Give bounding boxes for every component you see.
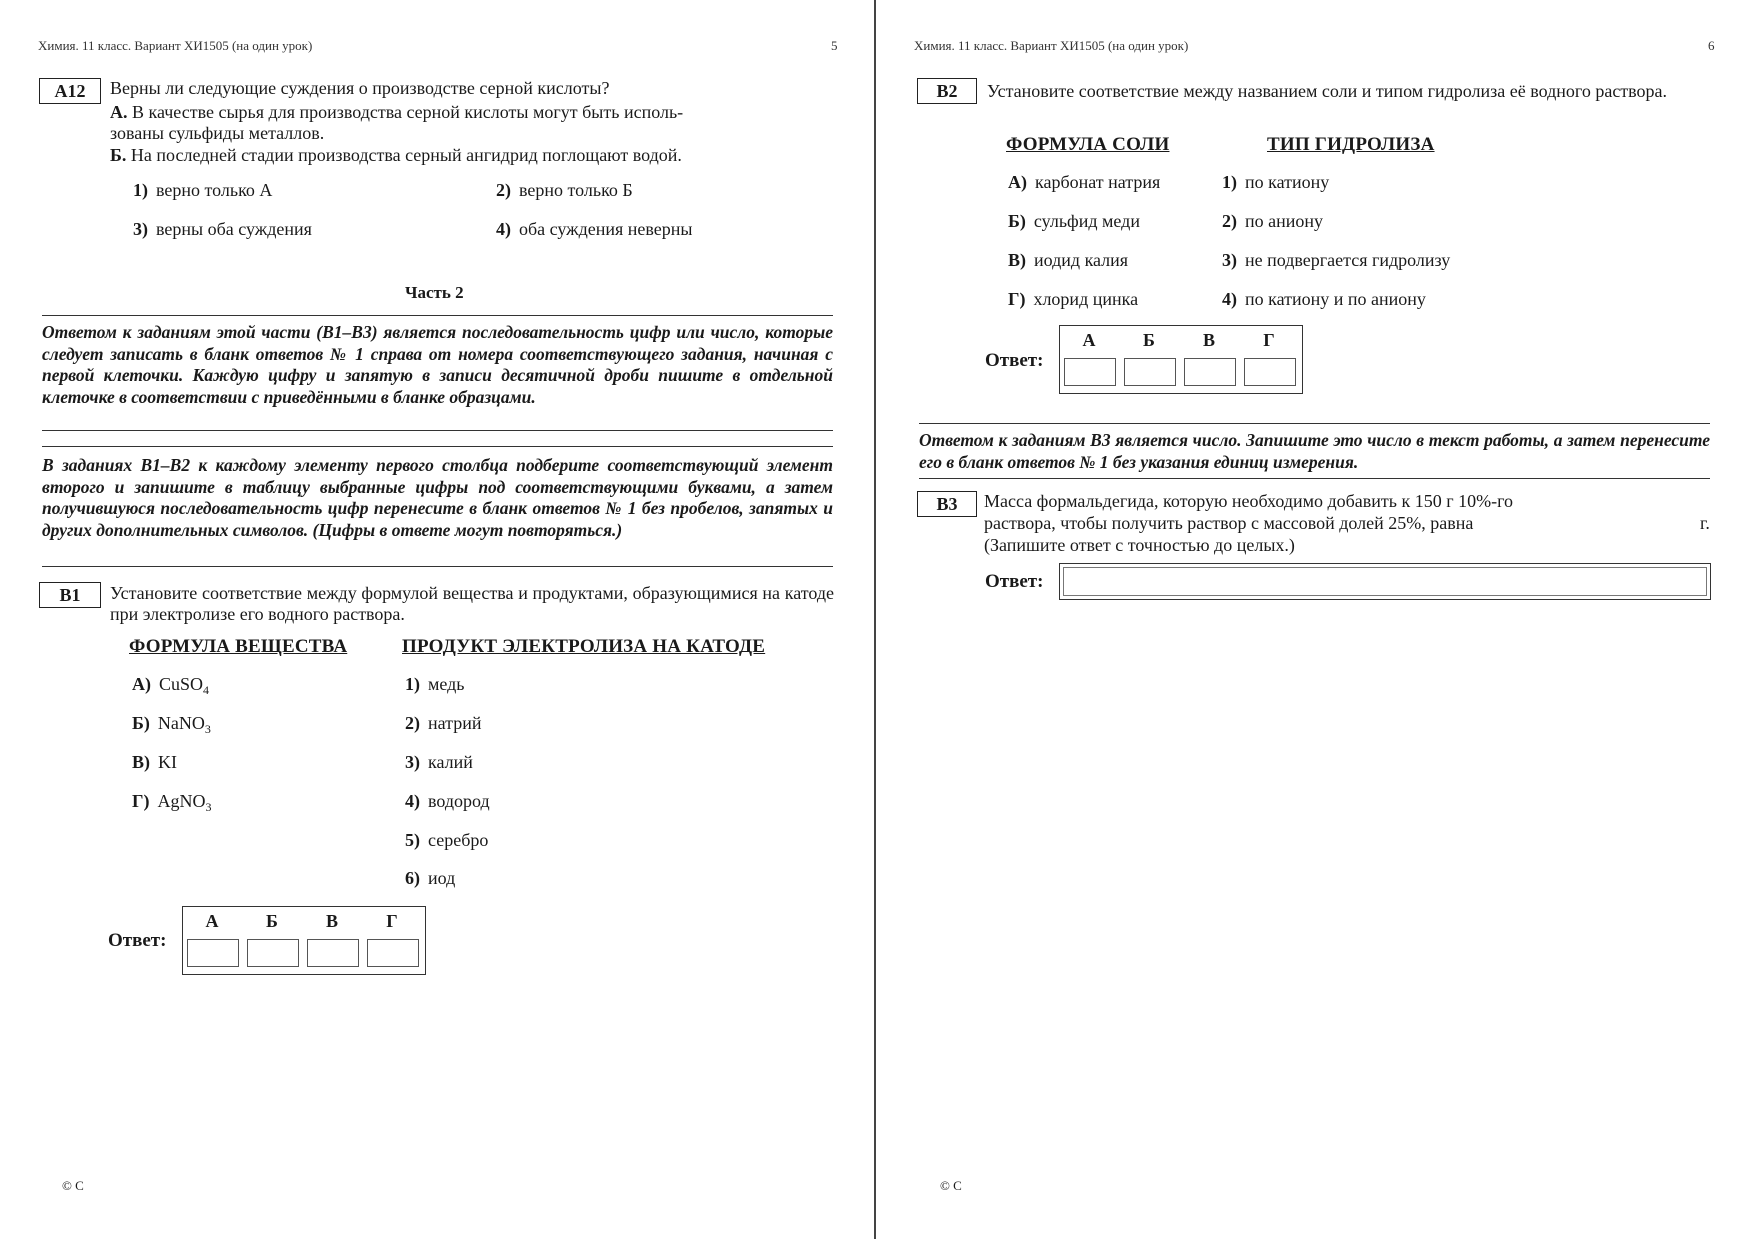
b2-salt-b: Б) сульфид меди — [1008, 211, 1140, 231]
b1-formula-a: А) CuSO$_4$ — [132, 674, 210, 697]
a12-statement-a — [110, 102, 838, 123]
page-header: Химия. 11 класс. Вариант ХИ1505 (на один урок) — [914, 38, 1189, 53]
b1-answer-cell-c[interactable] — [307, 939, 359, 967]
task-label-b2: B2 — [917, 78, 977, 104]
b1-product-6: 6) иод — [405, 868, 456, 888]
b2-type-1: 1) по катиону — [1222, 172, 1330, 192]
b2-column-1-header: ФОРМУЛА СОЛИ — [1006, 134, 1170, 155]
a12-statement-b — [110, 145, 850, 166]
statement-a-line1: В качестве сырья для производства серной кислоты могут быть исполь- — [132, 102, 684, 122]
answer-letter: В — [325, 911, 338, 931]
b2-answer-cell-c[interactable] — [1184, 358, 1236, 386]
answer-letter: Г — [386, 911, 398, 931]
a12-statement-a-cont: зованы сульфиды металлов. — [110, 123, 325, 143]
answer-letter: Б — [1143, 330, 1155, 350]
b1-column-2-header: ПРОДУКТ ЭЛЕКТРОЛИЗА НА КАТОДЕ — [402, 636, 766, 657]
task-label-a12: A12 — [39, 78, 101, 104]
answer-letter: В — [1202, 330, 1215, 350]
b3-text-line3: (Запишите ответ с точностью до целых.) — [984, 535, 1295, 555]
b2-answer-label: Ответ: — [985, 350, 1044, 371]
b1-product-5: 5) серебро — [405, 830, 489, 850]
b1-product-3: 3) калий — [405, 752, 473, 772]
page-header: Химия. 11 класс. Вариант ХИ1505 (на один урок) — [38, 38, 313, 53]
page-left — [0, 0, 876, 1239]
b1-answer-cell-d[interactable] — [367, 939, 419, 967]
copyright: © С — [62, 1178, 84, 1193]
answer-letter: Б — [266, 911, 278, 931]
divider — [42, 446, 833, 447]
statement-b-marker: Б. — [110, 145, 127, 165]
b1-answer-cell-b[interactable] — [247, 939, 299, 967]
b1-answer-cell-a[interactable] — [187, 939, 239, 967]
page-right — [876, 0, 1754, 1239]
b2-answer-table — [1059, 325, 1303, 394]
a12-option-3[interactable]: 3) верны оба суждения — [133, 219, 312, 239]
divider — [919, 423, 1710, 424]
b1-product-4: 4) водород — [405, 791, 490, 811]
b2-type-3: 3) не подвергается гидролизу — [1222, 250, 1451, 270]
divider — [42, 430, 833, 431]
a12-option-4[interactable]: 4) оба суждения неверны — [496, 219, 693, 239]
b3-text-line2: раствора, чтобы получить раствор с массовой долей 25%, равна — [984, 513, 1474, 533]
a12-question: Верны ли следующие суждения о производстве серной кислоты? — [110, 78, 610, 98]
b1-product-2: 2) натрий — [405, 713, 482, 733]
b2-answer-cell-b[interactable] — [1124, 358, 1176, 386]
b1-formula-b: Б) NaNO$_3$ — [132, 713, 211, 736]
b2-salt-c: В) иодид калия — [1008, 250, 1129, 270]
b1-answer-table — [182, 906, 426, 975]
a12-option-2[interactable]: 2) верно только Б — [496, 180, 633, 200]
divider — [42, 315, 833, 316]
b3-text-line1: Масса формальдегида, которую необходимо добавить к 150 г 10%-го — [984, 491, 1514, 511]
b2-answer-cell-d[interactable] — [1244, 358, 1296, 386]
answer-letter: А — [205, 911, 219, 931]
b1-formula-c: В) KI — [132, 752, 177, 772]
part-2-instruction: Ответом к заданиям этой части (В1–В3) является последовательность цифр или число, которые следует записать в бланк ответов № 1 справа от номера соответствующего задания, начиная с первой клеточки. Каждую цифру и запятую в записи десятичной дроби пишите в отдельной клеточке в соответствии с приведёнными в бланке образцами. — [42, 322, 833, 407]
b2-salt-d: Г) хлорид цинка — [1008, 289, 1139, 309]
b3-answer-field[interactable] — [1059, 563, 1711, 600]
b2-salt-a: А) карбонат натрия — [1008, 172, 1161, 192]
answer-letter: Г — [1263, 330, 1275, 350]
part-2-title: Часть 2 — [405, 283, 464, 302]
page-number: 6 — [1708, 38, 1715, 53]
b1-formula-d: Г) AgNO$_3$ — [132, 791, 212, 814]
statement-b-text: На последней стадии производства серный ангидрид поглощают водой. — [130, 145, 682, 165]
b2-text: Установите соответствие между названием соли и типом гидролиза её водного раствора. — [987, 81, 1668, 101]
statement-a-marker: А. — [110, 102, 128, 122]
b1-column-1-header: ФОРМУЛА ВЕЩЕСТВА — [129, 636, 348, 657]
answer-letter: А — [1082, 330, 1096, 350]
divider — [42, 566, 833, 567]
copyright: © С — [940, 1178, 962, 1193]
b2-type-4: 4) по катиону и по аниону — [1222, 289, 1426, 309]
b3-answer-label: Ответ: — [985, 571, 1044, 592]
b1-text: Установите соответствие между формулой вещества и продуктами, образующимися на катоде при электролизе его водного раствора. — [110, 583, 834, 624]
b2-type-2: 2) по аниону — [1222, 211, 1324, 231]
b1-answer-label: Ответ: — [108, 930, 167, 951]
task-label-b1: B1 — [39, 582, 101, 608]
divider — [919, 478, 1710, 479]
a12-option-1[interactable]: 1) верно только А — [133, 180, 273, 200]
task-label-b3: B3 — [917, 491, 977, 517]
b2-answer-cell-a[interactable] — [1064, 358, 1116, 386]
b3-instruction: Ответом к заданиям В3 является число. Запишите это число в текст работы, а затем перенесите его в бланк ответов № 1 без указания единиц измерения. — [919, 430, 1710, 472]
b3-unit: г. — [1700, 513, 1710, 533]
matching-instruction: В заданиях В1–В2 к каждому элементу первого столбца подберите соответствующий элемент второго и запишите в таблицу выбранные цифры под соответствующими буквами, а затем получившуюся последовательность цифр перенесите в бланк ответов № 1 без пробелов, запятых и других дополнительных символов. (Цифры в ответе могут повторяться.) — [42, 455, 833, 540]
page-number: 5 — [831, 38, 838, 53]
b2-column-2-header: ТИП ГИДРОЛИЗА — [1267, 134, 1435, 155]
b1-product-1: 1) медь — [405, 674, 465, 694]
